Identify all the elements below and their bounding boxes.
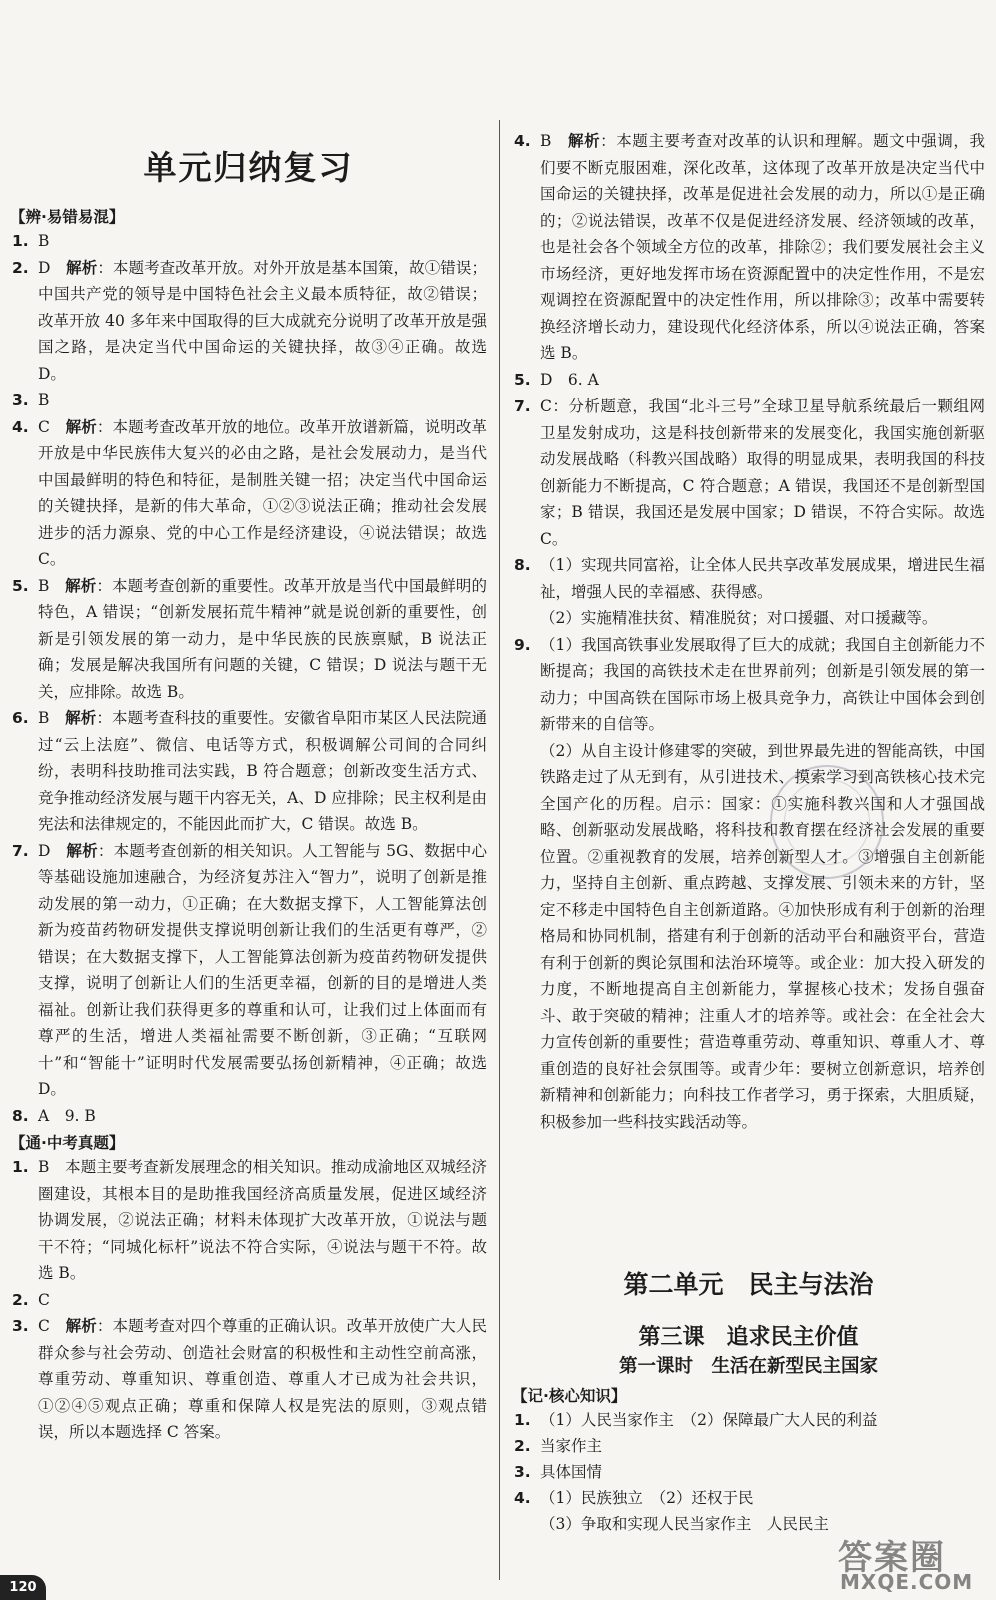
answer-number: 8. [514,556,531,574]
section-label-tong: 【通·中考真题】 [10,1134,125,1152]
watermark-url: MXQE.COM [840,1570,974,1594]
column-divider [499,120,500,1580]
answer-item [512,367,985,394]
answer-item [512,632,985,1136]
answer-number: 3. [12,391,29,409]
analysis-keyword: 解析 [65,709,97,727]
answer-choice: B [38,232,50,250]
key-knowledge [512,1382,985,1537]
answer-item [10,1287,487,1314]
answer-number: 3. [12,1317,29,1335]
answer-choice: B [38,576,50,595]
analysis-keyword: 解析 [568,132,601,150]
key-knowledge-list [512,1407,985,1537]
page-number: 120 [0,1575,46,1600]
answer-choice: 具体国情 [540,1463,603,1481]
answer-choice: A 9. B [38,1106,96,1125]
analysis-keyword: 解析 [66,841,98,860]
answer-choice: B [38,391,50,409]
answer-number: 2. [12,1290,29,1309]
answer-number: 1. [12,1158,29,1176]
analysis-text: ：分析题意，我国“北斗三号”全球卫星导航系统最后一颗组网卫星发射成功，这是科技创新带来的发展变化，我国实施创新驱动发展战略（科教兴国战略）取得的明显成果，表明我国的科技创新能力不断提高，C 符合题意；A 错误，我国还不是创新型国家；B 错误，我国还是发展中国家；D 错误，不符合实际。故选 C。 [540,397,990,548]
answer-item [10,387,487,414]
sub-answer: （1）我国高铁事业发展取得了巨大的成就；我国自主创新能力不断提高；我国的高铁技术走在世界前列；创新是引领发展的第一动力；中国高铁在国际市场上极具竞争力，高铁让中国体会到创新带来的自信等。 [540,635,985,733]
answer-choice: （1）人民当家作主 （2）保障最广大人民的利益 [540,1411,878,1429]
answer-choice: C [540,397,552,415]
answer-choice: D [38,841,51,860]
analysis-keyword: 解析 [65,417,97,436]
answer-item [512,1407,985,1433]
analysis-text: 本题主要考查新发展理念的相关知识。推动成渝地区双城经济圈建设，其根本目的是助推我国经济高质量发展，促进区域经济协调发展，②说法正确；材料未体现扩大改革开放，①说法与题干不符；“同城化标杆”说法不符合实际，④说法与题干不符。故选 B。 [38,1158,487,1282]
analysis-keyword: 解析 [65,1317,97,1335]
ink-stamp [770,765,884,879]
answer-number: 7. [12,841,29,860]
page-title: 单元归纳复习 [143,148,354,187]
answer-choice: C [38,417,50,436]
answer-item [512,1433,985,1459]
section-label-ji: 【记·核心知识】 [512,1387,627,1405]
answer-choice: 当家作主 [540,1437,603,1455]
answer-item [512,393,990,552]
tong-answer-list [10,1154,487,1446]
answer-item [512,1459,985,1485]
analysis-text: ：本题考查创新的相关知识。人工智能与 5G、数据中心等基础设施加速融合，为经济复苏注入“智力”，说明了创新是推动发展的第一动力，①正确；在大数据支撑下，人工智能算法创新为疫苗药物研发提供支撑说明创新让我们的生活更有尊严，②错误；在大数据支撑下，人工智能算法创新为疫苗药物研发提供支撑，说明了创新让人们的生活更幸福，创新的目的是增进人类福祉。创新让我们获得更多的尊重和认可，让我们过上体面而有尊严的生活，增进人类福祉需要不断创新，③正确；“互联网十”和“智能十”证明时代发展需要弘扬创新精神，④正确；故选 D。 [38,841,492,1098]
answer-item [10,1313,487,1446]
answer-choice: （1）民族独立 （2）还权于民 [540,1489,754,1507]
answer-number: 6. [12,709,29,727]
answer-choice: D 6. A [540,370,599,389]
period-heading: 第一课时 生活在新型民主国家 [618,1356,878,1377]
answer-number: 3. [514,1463,531,1481]
analysis-text: ：本题考查对四个尊重的正确认识。改革开放使广大人民群众参与社会劳动、创造社会财富的积极性和主动性空前高涨，尊重劳动、尊重知识、尊重创造、尊重人才已成为社会共识，①②④⑤观点正确；尊重和保障人权是宪法的原则，③观点错误，所以本题选择 C 答案。 [38,1317,487,1441]
analysis-keyword: 解析 [66,258,98,277]
right-column [512,128,990,1135]
answer-number: 4. [12,417,29,436]
answer-item [10,414,492,573]
analysis-text: ：本题考查科技的重要性。安徽省阜阳市某区人民法院通过“云上法庭”、微信、电话等方式，积极调解公司间的合同纠纷，表明科技助推司法实践，B 符合题意；创新改变生活方式、竞争推动经济发展与题干内容无关，A、D 应排除；民主权利是由宪法和法律规定的，不能因此而扩大，C 错误。故选 B。 [38,709,487,833]
unit-heading: 第二单元 民主与法治 [623,1270,874,1299]
answer-number: 2. [12,258,29,277]
lesson-heading: 第三课 追求民主价值 [638,1325,859,1350]
section-label-bian: 【辨·易错易混】 [10,208,125,226]
answer-choice: D [38,258,51,277]
answer-item [10,1154,487,1287]
left-column [10,203,492,1446]
answer-item [10,255,492,388]
answer-choice: C [38,1290,50,1309]
analysis-keyword: 解析 [65,576,97,595]
answer-choice: B [38,709,50,727]
answer-item [10,838,492,1103]
answer-number: 9. [514,635,531,654]
right-answer-list [512,128,990,1135]
answer-number: 5. [514,370,531,389]
answer-item [10,705,487,838]
answer-choice: B [38,1158,50,1176]
answer-choice: （3）争取和实现人民当家作主 人民民主 [540,1515,829,1533]
sub-answer: （1）实现共同富裕，让全体人民共享改革发展成果，增进民生福祉，增强人民的幸福感、获得感。 [540,556,985,601]
answer-number: 8. [12,1106,29,1125]
answer-item [512,128,985,367]
answer-item [10,228,487,255]
answer-number: 1. [12,232,29,250]
answer-number: 2. [514,1437,531,1455]
answer-item [512,552,985,632]
site-watermark [820,1530,988,1596]
analysis-text: ：本题主要考查对改革的认识和理解。题文中强调，我们要不断克服困难，深化改革，这体现了改革开放是决定当代中国命运的关键抉择，改革是促进社会发展的动力，所以①是正确的；②说法错误，改革不仅是促进经济发展、经济领域的改革，也是社会各个领域全方位的改革，排除②；我们要发展社会主义市场经济，更好地发挥市场在资源配置中的决定性作用，不是宏观调控在资源配置中的决定性作用，所以排除③；改革中需要转换经济增长动力，建设现代化经济体系，所以④说法正确，答案选 B。 [540,132,985,362]
answer-number: 4. [514,1489,531,1507]
answer-number: 1. [514,1411,531,1429]
sub-answer: （2）从自主设计修建零的突破，到世界最先进的智能高铁，中国铁路走过了从无到有，从引进技术、摸索学习到高铁核心技术完全国产化的历程。启示：国家：①实施科教兴国和人才强国战略、创新驱动发展战略，将科技和教育摆在经济社会发展的重要位置。②重视教育的发展，培养创新型人才。③增强自主创新能力，坚持自主创新、重点跨越、支撑发展、引领未来的方针，坚定不移走中国特色自主创新道路。④加快形成有利于创新的治理格局和协同机制，搭建有利于创新的活动平台和融资平台，营造有利于创新的舆论氛围和法治环境等。或企业：加大投入研发的力度，不断地提高自主创新能力，掌握核心技术；发扬自强奋斗、敢于突破的精神；注重人才的培养等。或社会：在全社会大力宣传创新的重要性；营造尊重劳动、尊重知识、尊重人才、尊重创造的良好社会氛围等。或青少年：要树立创新意识，培养创新精神和创新能力；向科技工作者学习，勇于探索，大胆质疑，积极参加一些科技实践活动等。 [540,741,985,1131]
answer-item [10,573,487,706]
watermark-logo-text: 答案圈 [838,1538,946,1578]
analysis-text: ：本题考查改革开放。对外开放是基本国策，故①错误；中国共产党的领导是中国特色社会主义最本质特征，故②错误；改革开放 40 多年来中国取得的巨大成就充分说明了改革开放是强国之路，是决定当代中国命运的关键抉择，故③④正确。故选 D。 [38,258,492,383]
answer-number: 7. [514,397,531,415]
bian-answer-list [10,228,492,1129]
answer-number: 4. [514,132,531,150]
analysis-text: ：本题考查改革开放的地位。改革开放谱新篇，说明改革开放是中华民族伟大复兴的必由之路，是社会发展动力，是当代中国最鲜明的特色和特征，是制胜关键一招；决定当代中国命运的关键抉择，是新的伟大革命，①②③说法正确；推动社会发展进步的活力源泉、党的中心工作是经济建设，④说法错误；故选 C。 [38,417,492,568]
answer-item [10,1103,487,1130]
analysis-text: ：本题考查创新的重要性。改革开放是当代中国最鲜明的特色，A 错误；“创新发展拓荒牛精神”就是说创新的重要性，创新是引领发展的第一动力，是中华民族的民族禀赋，B 说法正确；发展是解决我国所有问题的关键，C 错误；D 说法与题干无关，应排除。故选 B。 [38,576,487,701]
answer-choice: C [38,1317,50,1335]
answer-number: 5. [12,576,29,595]
answer-item [512,1485,985,1511]
answer-choice: B [540,132,552,150]
sub-answer: （2）实施精准扶贫、精准脱贫；对口援疆、对口援藏等。 [540,609,938,627]
